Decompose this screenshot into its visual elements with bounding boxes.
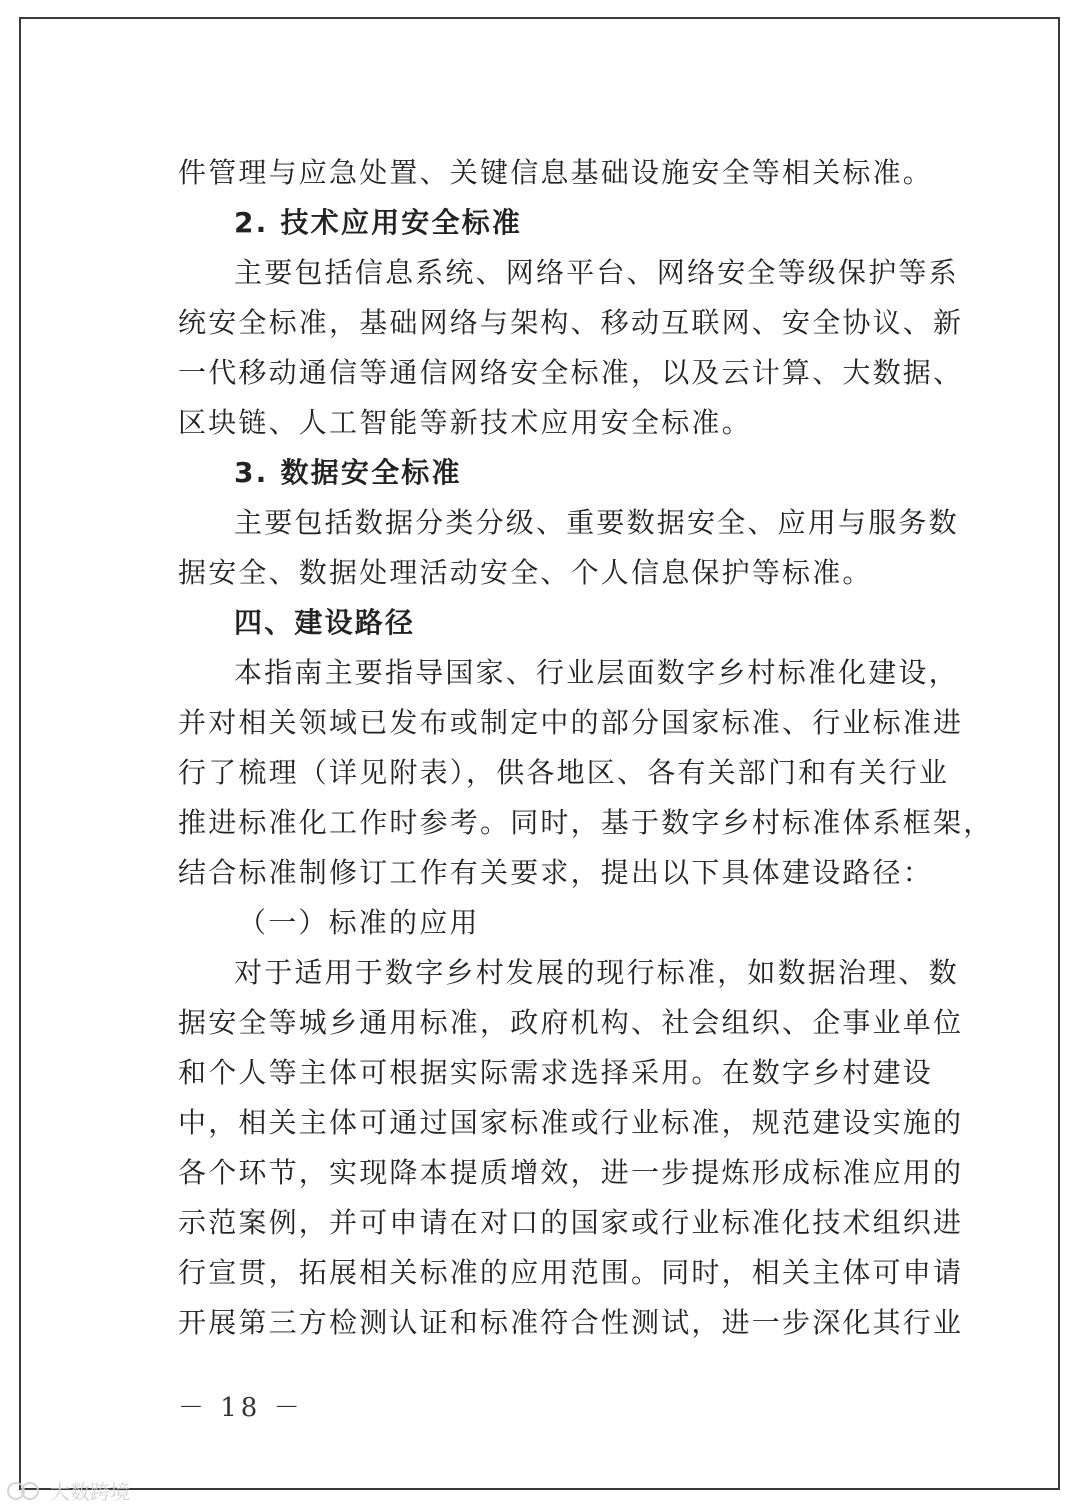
text-line: 开展第三方检测认证和标准符合性测试，进一步深化其行业 xyxy=(178,1306,964,1339)
text-line: 主要包括信息系统、网络平台、网络安全等级保护等系 xyxy=(234,256,959,289)
page-number: － 18 － xyxy=(178,1393,304,1423)
chapter-heading: 四、建设路径 xyxy=(234,606,416,639)
text-line: 各个环节，实现降本提质增效，进一步提炼形成标准应用的 xyxy=(178,1156,964,1189)
text-line: 并对相关领域已发布或制定中的部分国家标准、行业标准进 xyxy=(178,706,964,739)
text-line: 推进标准化工作时参考。同时，基于数字乡村标准体系框架， xyxy=(178,806,994,839)
text-line: 示范案例，并可申请在对口的国家或行业标准化技术组织进 xyxy=(178,1206,964,1239)
section-heading: 3. 数据安全标准 xyxy=(234,456,462,489)
text-line: 统安全标准，基础网络与架构、移动互联网、安全协议、新 xyxy=(178,306,964,339)
chat-bubble-icon xyxy=(4,1479,46,1503)
text-line: 主要包括数据分类分级、重要数据安全、应用与服务数 xyxy=(234,506,959,539)
text-line: 行了梳理（详见附表），供各地区、各有关部门和有关行业 xyxy=(178,756,950,789)
text-line: 件管理与应急处置、关键信息基础设施安全等相关标准。 xyxy=(178,156,934,189)
text-line: 行宣贯，拓展相关标准的应用范围。同时，相关主体可申请 xyxy=(178,1256,964,1289)
subsection-heading: （一）标准的应用 xyxy=(238,906,480,939)
text-line: 一代移动通信等通信网络安全标准，以及云计算、大数据、 xyxy=(178,356,964,389)
text-line: 结合标准制修订工作有关要求，提出以下具体建设路径： xyxy=(178,856,934,889)
text-line: 区块链、人工智能等新技术应用安全标准。 xyxy=(178,406,752,439)
text-line: 中，相关主体可通过国家标准或行业标准，规范建设实施的 xyxy=(178,1106,964,1139)
text-line: 对于适用于数字乡村发展的现行标准，如数据治理、数 xyxy=(234,956,959,989)
watermark-text: 大数跨境 xyxy=(50,1480,130,1504)
text-line: 和个人等主体可根据实际需求选择采用。在数字乡村建设 xyxy=(178,1056,934,1089)
text-line: 本指南主要指导国家、行业层面数字乡村标准化建设， xyxy=(234,656,959,689)
watermark xyxy=(4,1476,130,1505)
text-line: 据安全等城乡通用标准，政府机构、社会组织、企事业单位 xyxy=(178,1006,964,1039)
section-heading: 2. 技术应用安全标准 xyxy=(234,206,523,239)
document-body xyxy=(178,148,994,1348)
text-line: 据安全、数据处理活动安全、个人信息保护等标准。 xyxy=(178,556,873,589)
